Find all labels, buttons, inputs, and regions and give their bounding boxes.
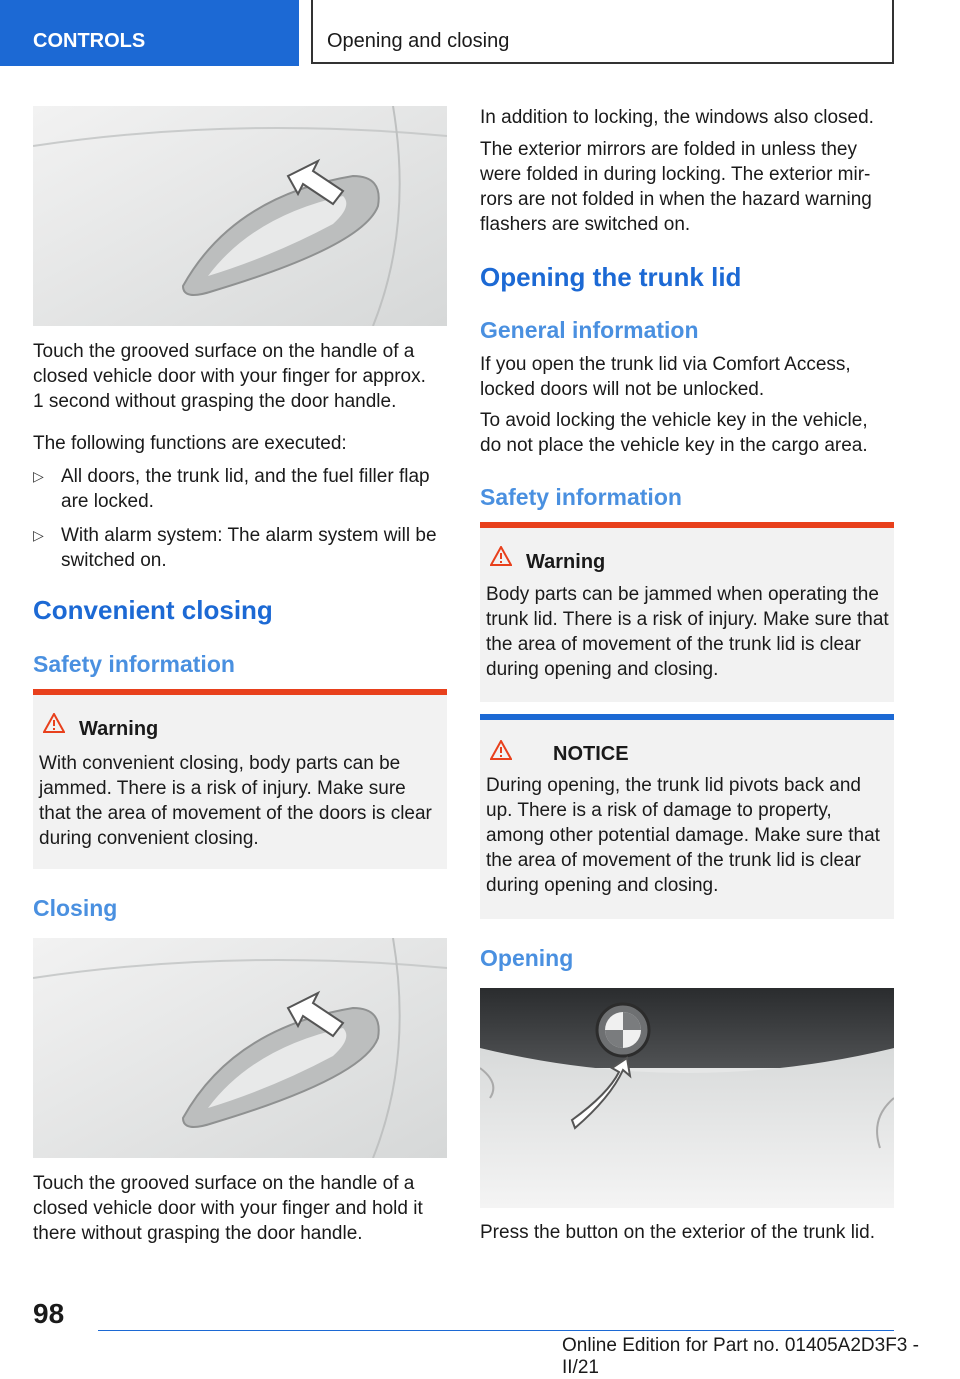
paragraph: Touch the grooved surface on the handle of a	[33, 1173, 415, 1194]
paragraph: rors are not folded in when the hazard warning	[480, 189, 872, 210]
warning-box	[33, 689, 447, 869]
trunk-lid-image	[480, 988, 894, 1208]
list-item	[33, 523, 447, 573]
notice-line: the area of movement of the trunk lid is clear	[486, 850, 861, 871]
footer-edition: Online Edition for Part no. 01405A2D3F3 - II/21	[562, 1335, 919, 1378]
bullet-text: are locked.	[61, 491, 154, 512]
heading-safety-information: Safety information	[33, 651, 235, 677]
section-tab	[0, 0, 299, 66]
warning-line: that the area of movement of the doors is clear	[39, 803, 432, 824]
bullet-text: With alarm system: The alarm system will be	[61, 525, 437, 546]
page-number: 98	[33, 1298, 65, 1329]
paragraph: closed vehicle door with your finger and hold it	[33, 1198, 423, 1219]
paragraph: locked doors will not be unlocked.	[480, 379, 765, 400]
triangle-bullet-icon: ▷	[33, 527, 44, 543]
paragraph: If you open the trunk lid via Comfort Access,	[480, 354, 851, 375]
warning-line: trunk lid. There is a risk of injury. Make sure that	[486, 609, 889, 630]
notice-title: NOTICE	[553, 743, 629, 765]
heading-closing: Closing	[33, 895, 118, 921]
door-handle-image-2	[33, 938, 447, 1158]
warning-triangle-icon	[490, 740, 512, 760]
warning-title: Warning	[526, 551, 606, 573]
warning-line: during opening and closing.	[486, 659, 719, 680]
warning-triangle-icon	[490, 546, 512, 566]
bullet-text: All doors, the trunk lid, and the fuel filler flap	[61, 466, 430, 487]
mirror-text	[480, 137, 894, 237]
general-text-1	[480, 352, 894, 402]
warning-title: Warning	[79, 718, 159, 740]
warning-line: With convenient closing, body parts can be	[39, 753, 401, 774]
paragraph: flashers are switched on.	[480, 214, 691, 235]
notice-line: among other potential damage. Make sure that	[486, 825, 880, 846]
paragraph: closed vehicle door with your finger for approx.	[33, 366, 426, 387]
paragraph: The exterior mirrors are folded in unless they	[480, 139, 857, 160]
paragraph: To avoid locking the vehicle key in the vehicle,	[480, 410, 868, 431]
paragraph: In addition to locking, the windows also closed.	[480, 107, 874, 128]
heading-opening-trunk-lid: Opening the trunk lid	[480, 262, 742, 292]
warning-line: during convenient closing.	[39, 828, 259, 849]
footer-divider	[98, 1330, 894, 1331]
triangle-bullet-icon: ▷	[33, 468, 44, 484]
warning-line: jammed. There is a risk of injury. Make sure	[39, 778, 406, 799]
section-label: CONTROLS	[33, 30, 146, 52]
bullet-text: switched on.	[61, 550, 167, 571]
warning-triangle-icon	[43, 713, 65, 733]
chapter-title: Opening and closing	[327, 30, 510, 52]
general-text-2	[480, 408, 894, 458]
heading-opening: Opening	[480, 945, 574, 971]
warning-box	[480, 522, 894, 702]
paragraph: Touch the grooved surface on the handle of a	[33, 341, 415, 362]
heading-safety-information: Safety information	[480, 484, 682, 510]
door-handle-image-1	[33, 106, 447, 326]
warning-line: Body parts can be jammed when operating the	[486, 584, 879, 605]
bullet-list	[33, 464, 447, 573]
warning-text	[486, 582, 891, 682]
notice-line: during opening and closing.	[486, 875, 719, 896]
left-intro	[33, 339, 447, 414]
heading-general-information: General information	[480, 317, 699, 343]
chapter-header	[311, 0, 894, 64]
paragraph: do not place the vehicle key in the cargo area.	[480, 435, 868, 456]
heading-convenient-closing: Convenient closing	[33, 595, 273, 625]
notice-line: During opening, the trunk lid pivots back and	[486, 775, 861, 796]
warning-bar	[33, 689, 447, 695]
paragraph: 1 second without grasping the door handle.	[33, 391, 397, 412]
warning-line: the area of movement of the trunk lid is clear	[486, 634, 861, 655]
paragraph: Press the button on the exterior of the trunk lid.	[480, 1222, 876, 1243]
paragraph: were folded in during locking. The exterior mir-	[480, 164, 871, 185]
notice-box	[480, 714, 894, 919]
warning-text	[39, 751, 444, 851]
list-item	[33, 464, 447, 514]
paragraph: The following functions are executed:	[33, 433, 347, 454]
notice-bar	[480, 714, 894, 720]
warning-bar	[480, 522, 894, 528]
paragraph: there without grasping the door handle.	[33, 1223, 363, 1244]
closing-text	[33, 1171, 447, 1246]
notice-line: up. There is a risk of damage to property,	[486, 800, 832, 821]
notice-text	[486, 773, 891, 898]
